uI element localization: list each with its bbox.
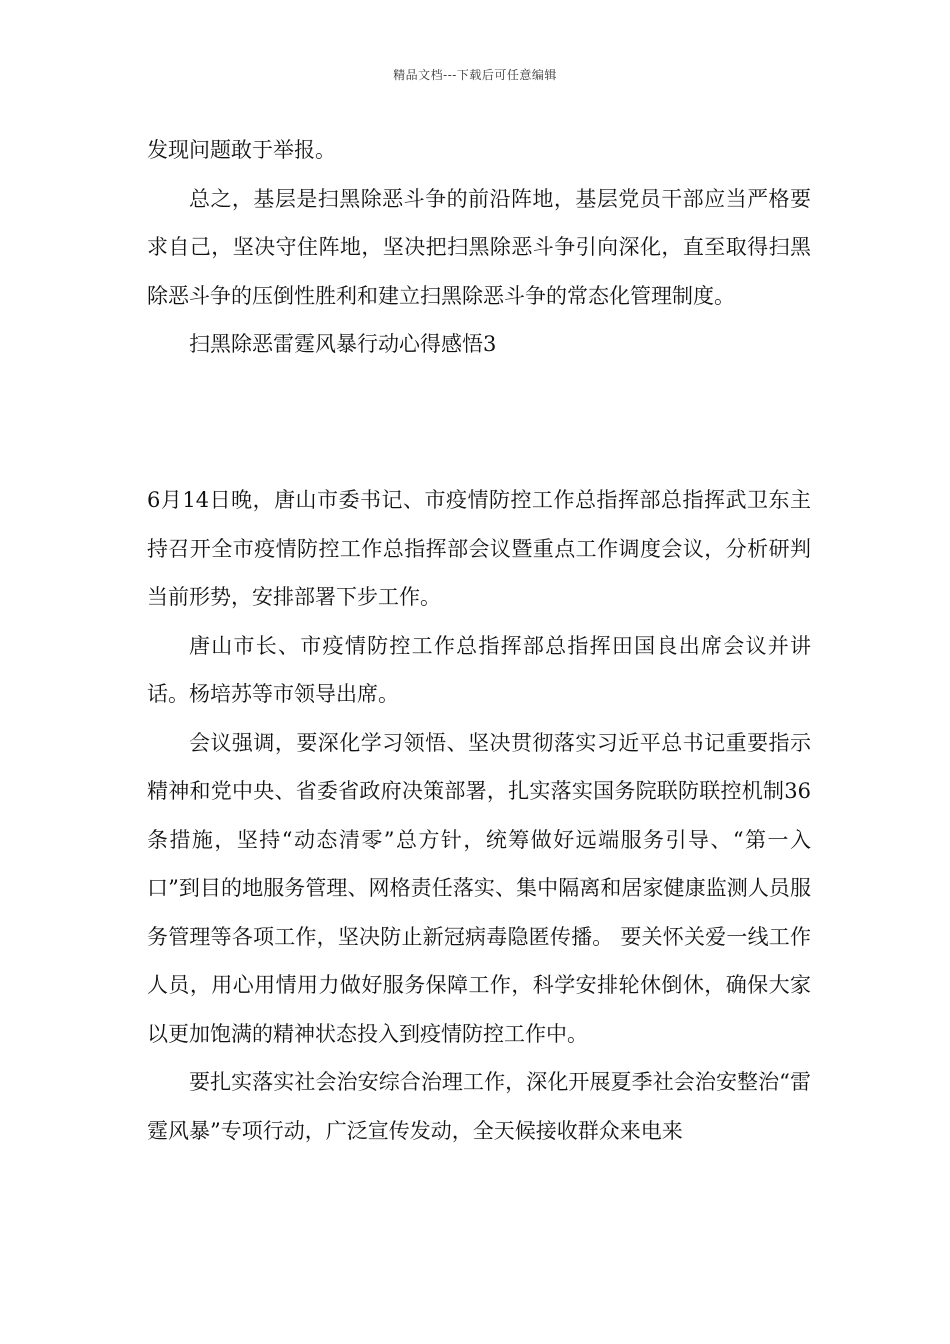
- paragraph-public-security: 要扎实落实社会治安综合治理工作，深化开展夏季社会治安整治“雷霆风暴”专项行动，广泛宣传发动，全天候接收群众来电来: [147, 1070, 811, 1143]
- section-title: 扫黑除恶雷霆风暴行动心得感悟3: [189, 332, 497, 356]
- paragraph-meeting-intro: 6月14日晚，唐山市委书记、市疫情防控工作总指挥部总指挥武卫东主持召开全市疫情防控工作总指挥部会议暨重点工作调度会议，分析研判当前形势，安排部署下步工作。: [147, 488, 811, 609]
- body-block-top: [147, 126, 811, 369]
- header-note: 精品文档---下载后可任意编辑: [393, 68, 557, 82]
- paragraph-attendees: 唐山市长、市疫情防控工作总指挥部总指挥田国良出席会议并讲话。杨培苏等市领导出席。: [147, 633, 811, 706]
- paragraph-continued: 发现问题敢于举报。: [147, 138, 336, 162]
- paragraph-meeting-emphasis: 会议强调，要深化学习领悟、坚决贯彻落实习近平总书记重要指示精神和党中央、省委省政府决策部署，扎实落实国务院联防联控机制36条措施，坚持“动态清零”总方针，统筹做好远端服务引导、“第一入口”到目的地服务管理、网格责任落实、集中隔离和居家健康监测人员服务管理等各项工作，坚决防止新冠病毒隐匿传播。 要关怀关爱一线工作人员，用心用情用力做好服务保障工作，科学安排轮休倒休，确保大家以更加饱满的精神状态投入到疫情防控工作中。: [147, 730, 811, 1046]
- paragraph-summary: 总之，基层是扫黑除恶斗争的前沿阵地，基层党员干部应当严格要求自己，坚决守住阵地，坚决把扫黑除恶斗争引向深化，直至取得扫黑除恶斗争的压倒性胜利和建立扫黑除恶斗争的常态化管理制度。: [147, 186, 811, 308]
- body-block-main: [147, 476, 811, 1155]
